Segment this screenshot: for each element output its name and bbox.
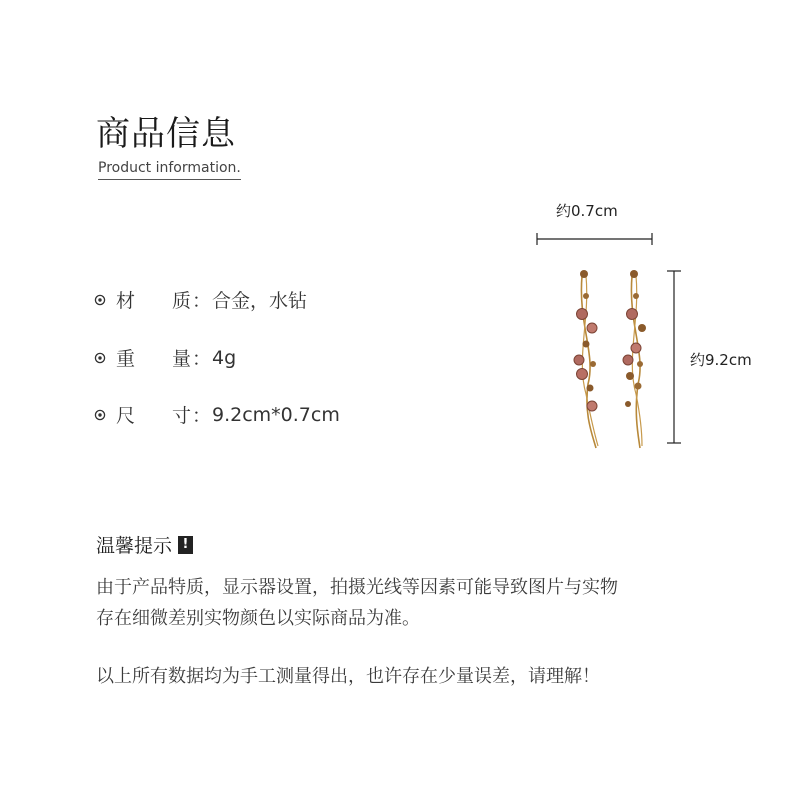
spec-row-weight [94,344,236,371]
spec-row-material [94,286,307,313]
notice-line: 由于产品特质，显示器设置，拍摄光线等因素可能导致图片与实物 [96,577,618,598]
spec-value: 合金，水钻 [212,290,308,312]
spec-key-first: 尺 [116,405,136,427]
page-subtitle: Product information. [98,160,241,180]
earring-right [623,270,646,448]
exclamation-icon: ! [178,536,193,554]
notice-line: 以上所有数据均为手工测量得出，也许存在少量误差，请理解！ [96,666,600,687]
earrings-image [566,264,666,456]
spec-value: 9.2cm*0.7cm [212,403,340,426]
width-dimension-line [530,230,660,246]
bullet-icon [94,294,106,306]
spec-key-first: 材 [116,290,136,312]
height-label: 约9.2cm [690,351,752,369]
earring-left [574,270,598,448]
spec-value: 4g [212,346,237,369]
notice-line: 存在细微差别实物颜色以实际商品为准。 [96,608,420,629]
notice-title-text: 温馨提示 [96,535,173,557]
notice-paragraph-2 [96,661,600,692]
spec-colon: ： [192,405,212,427]
spec-colon: ： [192,348,212,370]
height-dimension-line [664,266,684,450]
bullet-icon [94,409,106,421]
spec-key-first: 重 [116,348,136,370]
bullet-icon [94,352,106,364]
spec-row-size [94,401,340,428]
notice-title [96,531,193,558]
spec-key-second: 质 [172,290,192,312]
spec-key-second: 量 [172,348,192,370]
spec-colon: ： [192,290,212,312]
page-title: 商品信息 [96,114,236,154]
width-label: 约0.7cm [556,202,618,220]
notice-paragraph-1 [96,572,618,634]
spec-key-second: 寸 [172,405,192,427]
